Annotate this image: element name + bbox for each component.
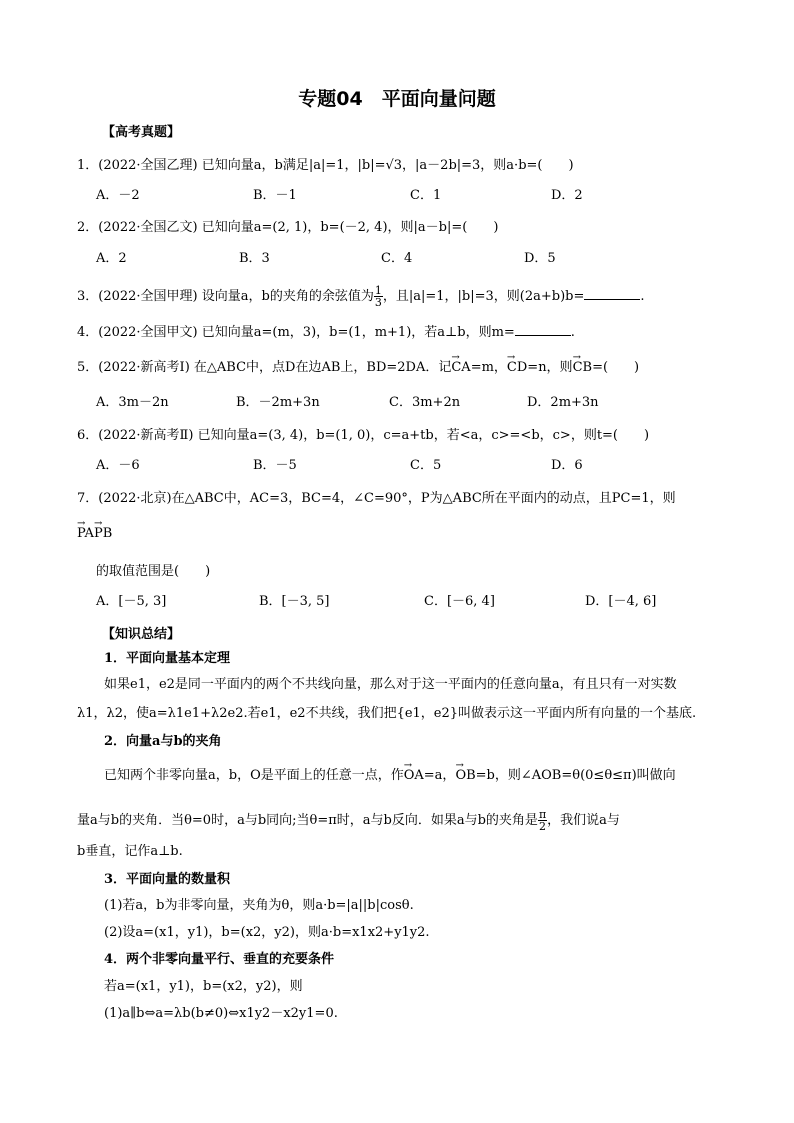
q7-option-d: D．[－4, 6]	[585, 594, 657, 609]
q7-option-a: A．[－5, 3]	[96, 594, 167, 609]
knowledge-heading-3: 3．平面向量的数量积	[104, 872, 231, 887]
p2a-text-post: =b，则∠AOB=θ(0≤θ≤π)叫做向	[475, 768, 676, 783]
q7-text-tail: 的取值范围是( )	[96, 564, 211, 579]
knowledge-paragraph-2a	[104, 767, 676, 785]
q5-option-d: D．2m+3n	[527, 395, 599, 410]
q1-option-a: A．－2	[96, 188, 140, 203]
p2a-vector-ob: → OB	[455, 767, 475, 785]
q6-option-c: C．5	[410, 458, 442, 473]
knowledge-paragraph-1a: 如果e1，e2是同一平面内的两个不共线向量，那么对于这一平面内的任意向量a，有且只有一对实数	[104, 677, 677, 692]
q2-option-a: A．2	[96, 251, 127, 266]
knowledge-paragraph-3b: (2)设a=(x1，y1)，b=(x2，y2)，则a·b=x1x2+y1y2.	[104, 925, 430, 940]
knowledge-heading-4: 4．两个非零向量平行、垂直的充要条件	[104, 952, 335, 967]
q6-option-d: D．6	[551, 458, 583, 473]
q5-option-b: B．－2m+3n	[236, 395, 320, 410]
q4-answer-blank	[515, 324, 571, 336]
question-7: 7．(2022·北京)在△ABC中，AC=3，BC=4，∠C=90°，P为△ABC所在平面内的动点，且PC=1，则	[77, 491, 676, 506]
q7-vector-product	[77, 525, 112, 543]
knowledge-paragraph-2c: b垂直，记作a⊥b.	[77, 844, 183, 859]
q5-vector-cb: → CB	[573, 359, 593, 377]
q5-option-c: C．3m+2n	[389, 395, 461, 410]
q2-option-d: D．5	[524, 251, 556, 266]
p2b-text-post: ，我们说a与	[547, 813, 620, 828]
q5-option-a: A．3m－2n	[96, 395, 169, 410]
q1-option-d: D．2	[551, 188, 583, 203]
q5-text-mid1: =m，	[470, 360, 507, 375]
question-6: 6．(2022·新高考Ⅱ) 已知向量a=(3, 4)，b=(1, 0)，c=a+tb，若<a，c>=<b，c>，则t=( )	[77, 428, 650, 443]
q6-option-a: A．－6	[96, 458, 140, 473]
q3-fraction-numerator: 1	[374, 284, 382, 297]
q5-vector-ca: → CA	[451, 359, 470, 377]
q5-vector-cd: → CD	[507, 359, 527, 377]
q5-text-post: =( )	[592, 360, 640, 375]
p2a-text-mid: =a，	[423, 768, 456, 783]
knowledge-heading-2: 2．向量a与b的夹角	[104, 734, 222, 749]
p2a-text-pre: 已知两个非零向量a，b，O是平面上的任意一点，作	[104, 768, 404, 783]
q5-text-pre: 5．(2022·新高考Ⅰ) 在△ABC中，点D在边AB上，BD=2DA．记	[77, 360, 452, 375]
question-2: 2．(2022·全国乙文) 已知向量a=(2, 1)，b=(－2, 4)，则|a－b|=( )	[77, 220, 499, 235]
q4-text-end: .	[570, 325, 575, 340]
p2b-fraction-denominator: 2	[539, 820, 547, 833]
q1-option-b: B．－1	[253, 188, 297, 203]
q2-option-b: B．3	[239, 251, 270, 266]
knowledge-paragraph-4b: (1)a∥b⇔a=λb(b≠0)⇔x1y2－x2y1=0.	[104, 1006, 338, 1021]
knowledge-paragraph-1b: λ1，λ2，使a=λ1e1+λ2e2.若e1，e2不共线，我们把{e1，e2}叫做表示这一平面内所有向量的一个基底.	[77, 706, 697, 721]
q3-fraction	[374, 285, 383, 308]
p2b-fraction-numerator: π	[538, 808, 547, 821]
q3-answer-blank	[584, 288, 640, 300]
p2b-fraction	[538, 809, 547, 832]
q3-text-pre: 3．(2022·全国甲理) 设向量a，b的夹角的余弦值为	[77, 289, 374, 304]
knowledge-paragraph-4a: 若a=(x1，y1)，b=(x2，y2)，则	[104, 979, 303, 994]
q7-vector-pa: → PA	[77, 525, 94, 543]
q7-option-b: B．[－3, 5]	[259, 594, 330, 609]
q7-vector-pb: → PB	[94, 525, 112, 543]
p2b-text-pre: 量a与b的夹角．当θ=0时，a与b同向;当θ=π时，a与b反向．如果a与b的夹角是	[77, 813, 538, 828]
q3-text-end: .	[640, 289, 645, 304]
question-1: 1．(2022·全国乙理) 已知向量a，b满足|a|=1，|b|=√3，|a－2b|=3，则a·b=( )	[77, 158, 574, 173]
q3-fraction-denominator: 3	[374, 296, 382, 309]
knowledge-paragraph-2b	[77, 809, 620, 832]
page-title: 专题04 平面向量问题	[298, 88, 496, 110]
section-exam-heading: 【高考真题】	[102, 125, 181, 140]
p2a-vector-oa: → OA	[404, 767, 424, 785]
section-knowledge-heading: 【知识总结】	[102, 627, 181, 642]
knowledge-heading-1: 1．平面向量基本定理	[104, 651, 231, 666]
q3-text-post: ，且|a|=1，|b|=3，则(2a+b)b=	[382, 289, 585, 304]
q2-option-c: C．4	[381, 251, 413, 266]
q1-option-c: C．1	[410, 188, 442, 203]
knowledge-paragraph-3a: (1)若a，b为非零向量，夹角为θ，则a·b=|a||b|cosθ.	[104, 898, 414, 913]
question-4	[77, 324, 575, 342]
q5-text-mid2: =n，则	[527, 360, 573, 375]
question-3	[77, 285, 645, 308]
q4-text: 4．(2022·全国甲文) 已知向量a=(m，3)，b=(1，m+1)，若a⊥b，则m=	[77, 325, 515, 340]
q6-option-b: B．－5	[253, 458, 297, 473]
question-5	[77, 359, 639, 377]
q7-option-c: C．[－6, 4]	[424, 594, 495, 609]
